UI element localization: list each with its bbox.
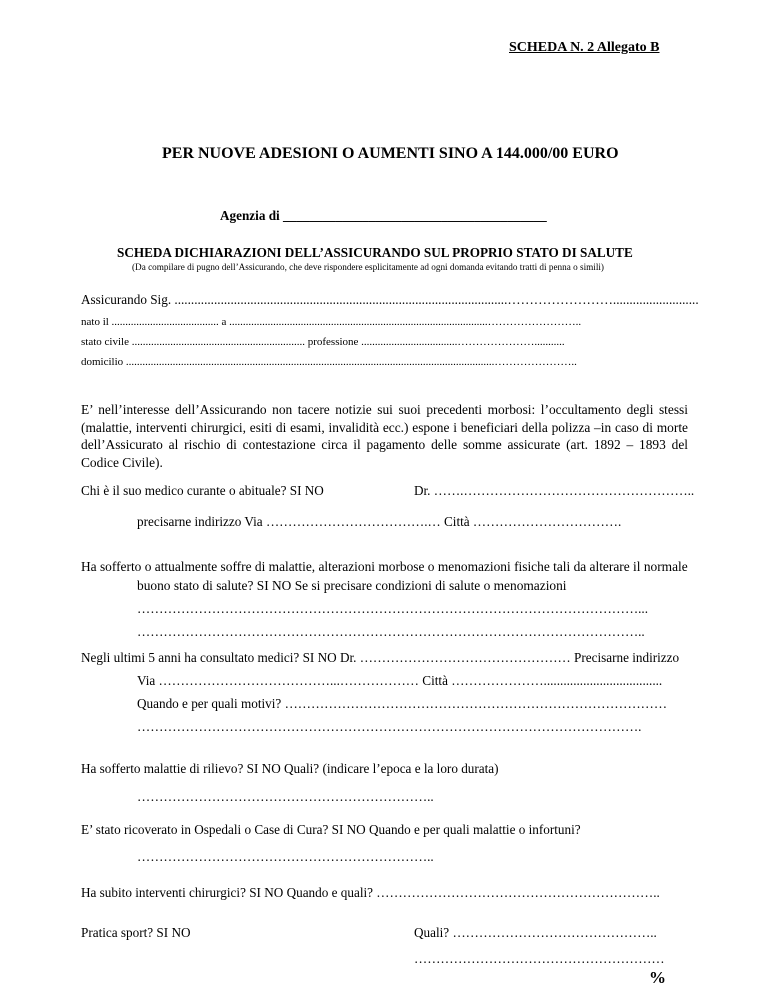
q3-when-field[interactable]: Quando e per quali motivi? …………………………………………………………………………… xyxy=(137,696,668,711)
document-title: PER NUOVE ADESIONI O AUMENTI SINO A 144.000/00 EURO xyxy=(162,145,619,162)
q4-answer-line[interactable]: ………………………………………………………….. xyxy=(137,789,434,804)
assicurando-field[interactable]: Assicurando Sig. .....................................................................................................…………………….......................... xyxy=(81,292,699,307)
q3-question: Negli ultimi 5 anni ha consultato medici? SI NO Dr. ………………………………………… Precisarne indirizzo xyxy=(81,650,680,665)
q4-question: Ha sofferto malattie di rilievo? SI NO Quali? (indicare l’epoca e la loro durata) xyxy=(81,761,499,776)
q7-answer-line[interactable]: ………………………………………………… xyxy=(414,951,665,966)
q5-question: E’ stato ricoverato in Ospedali o Case di Cura? SI NO Quando e per quali malattie o infortuni? xyxy=(81,822,581,837)
civil-status-profession-field[interactable]: stato civile ............................................................... professione ...................................…………………........... xyxy=(81,336,565,348)
q2-answer-line-2[interactable]: …………………………………………………………………………………………………….. xyxy=(137,624,645,639)
q2-question xyxy=(81,557,693,595)
q1-doctor-field[interactable]: Dr. …….…………………………………………….. xyxy=(414,483,695,498)
q1-question: Chi è il suo medico curante o abituale? SI NO xyxy=(81,483,324,498)
q7-which-field[interactable]: Quali? ……………………………………….. xyxy=(414,925,657,940)
q1-address-field[interactable]: precisarne indirizzo Via ……………………………….… Città ……………………………. xyxy=(137,514,622,529)
q6-question[interactable]: Ha subito interventi chirurgici? SI NO Quando e quali? ……………………………………………………….. xyxy=(81,885,660,900)
q2-question-rest: buono stato di salute? SI NO Se si precisare condizioni di salute o menomazioni xyxy=(137,578,567,593)
agency-blank-line[interactable]: ________________________________________ xyxy=(283,208,547,223)
document-reference: SCHEDA N. 2 Allegato B xyxy=(509,40,660,55)
birth-field[interactable]: nato il ....................................... a ..............................................................................................…………………….. xyxy=(81,316,582,328)
form-title: SCHEDA DICHIARAZIONI DELL’ASSICURANDO SUL PROPRIO STATO DI SALUTE xyxy=(117,245,633,260)
q7-question: Pratica sport? SI NO xyxy=(81,925,191,940)
q2-question-first: Ha sofferto o attualmente soffre di malattie, alterazioni morbose o menomazioni fisiche tali da alterare il normale xyxy=(81,559,688,574)
q3-address-field[interactable]: Via …………………………………...……………… Città ………………….................................... xyxy=(137,673,663,688)
q3-answer-line[interactable]: ……………………………………………………………………………………………………. xyxy=(137,719,642,734)
agency-label: Agenzia di xyxy=(220,208,280,223)
agency-field xyxy=(220,208,547,224)
form-subtitle: (Da compilare di pugno dell’Assicurando, che deve rispondere esplicitamente ad ogni domanda evitando tratti di penna o simili) xyxy=(132,262,604,272)
page-mark: % xyxy=(649,968,666,987)
q2-answer-line-1[interactable]: ……………………………………………………………………………………………………... xyxy=(137,601,649,616)
warning-paragraph: E’ nell’interesse dell’Assicurando non tacere notizie sui suoi precedenti morbosi: l’occultamento degli stessi (malattie, interventi chirurgici, esiti di esami, invalidità ecc.) espone i beneficiari della polizza –in caso di morte dell’Assicurato al rischio di contestazione circa il pagamento delle somme assicurate (art. 1892 – 1893 del Codice Civile). xyxy=(81,402,688,470)
domicile-field[interactable]: domicilio ......................................................................................................................................………………….. xyxy=(81,356,577,368)
q5-answer-line[interactable]: ………………………………………………………….. xyxy=(137,849,434,864)
